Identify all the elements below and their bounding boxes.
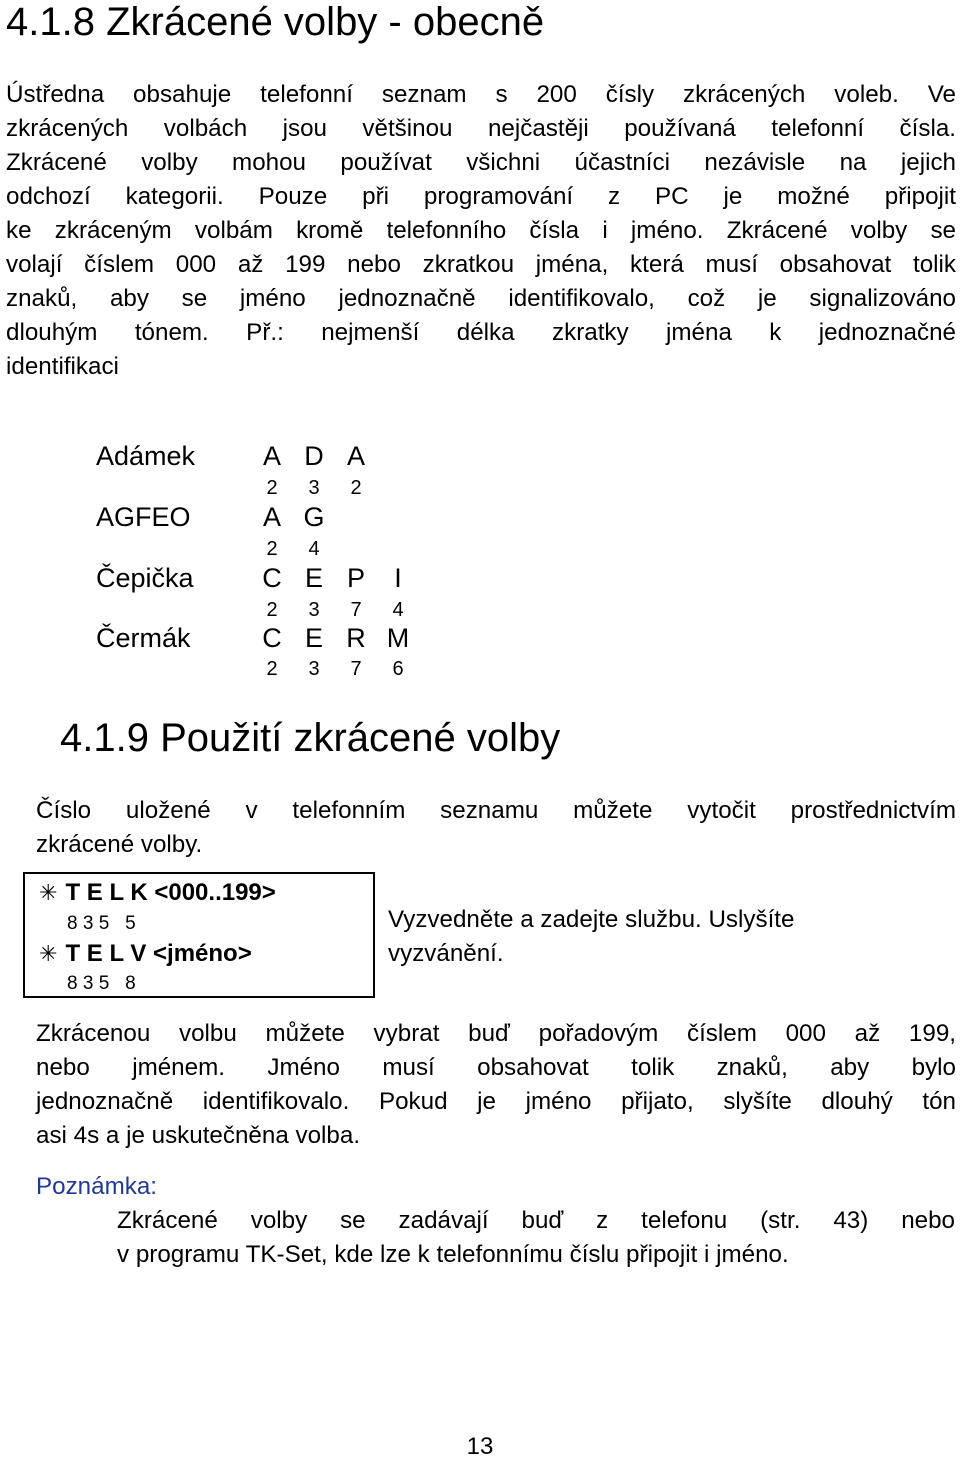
digit: 2 [266, 477, 278, 499]
intro-paragraph [6, 78, 956, 384]
example-name: Adámek [96, 441, 196, 471]
instruction-line: Vyzvedněte a zadejte službu. Uslyšíte [388, 906, 795, 933]
example-name: Čermák [96, 623, 191, 653]
key-sequence-line [39, 939, 252, 969]
digit: 7 [350, 658, 362, 680]
example-digits [252, 657, 452, 681]
example-letters [252, 440, 452, 472]
paragraph-line: znaků, aby se jméno jednoznačně identifikovalo, což je signalizováno [6, 285, 956, 312]
example-name: AGFEO [96, 502, 191, 532]
letter: M [386, 623, 410, 653]
usage-intro-paragraph [36, 794, 956, 862]
key-sequence-line [39, 878, 276, 908]
letter: D [304, 441, 324, 471]
paragraph-line: Zkrácené volby mohou používat všichni účastníci nezávisle na jejich [6, 149, 956, 176]
key-sequence-code: T E L K <000..199> [65, 879, 276, 906]
digit: 2 [350, 477, 362, 499]
paragraph-line: ke zkráceným volbám kromě telefonního čísla i jméno. Zkrácené volby se [6, 217, 956, 244]
digit: 3 [308, 477, 320, 499]
section-heading-4-1-9: 4.1.9 Použití zkrácené volby [60, 716, 561, 760]
example-digits [252, 537, 452, 561]
digit: 6 [392, 658, 404, 680]
digit: 3 [308, 599, 320, 621]
key-digits: 8 3 5 8 [67, 973, 136, 994]
letter: C [262, 563, 282, 593]
key-digits: 8 3 5 5 [67, 913, 136, 934]
paragraph-line: Zkrácenou volbu můžete vybrat buď pořadovým číslem 000 až 199, [36, 1020, 956, 1047]
paragraph-line: jednoznačně identifikovalo. Pokud je jméno přijato, slyšíte dlouhý tón [36, 1088, 956, 1115]
letter: I [394, 563, 402, 593]
paragraph-line: Zkrácené volby se zadávají buď z telefonu (str. 43) nebo [117, 1207, 955, 1234]
paragraph-line: asi 4s a je uskutečněna volba. [36, 1122, 361, 1149]
digit: 2 [266, 658, 278, 680]
note-heading: Poznámka: [36, 1173, 157, 1200]
digit: 7 [350, 599, 362, 621]
paragraph-line: identifikaci [6, 353, 119, 380]
letter: R [346, 623, 366, 653]
paragraph-line: odchozí kategorii. Pouze při programování z PC je možné připojit [6, 183, 956, 210]
letter: E [304, 563, 323, 593]
paragraph-line: Ústředna obsahuje telefonní seznam s 200 čísly zkrácených voleb. Ve [6, 81, 956, 108]
note-paragraph [117, 1204, 955, 1272]
usage-body-paragraph [36, 1017, 956, 1153]
paragraph-line: zkrácené volby. [36, 831, 203, 858]
paragraph-line: nebo jménem. Jméno musí obsahovat tolik znaků, aby bylo [36, 1054, 956, 1081]
letter: A [262, 502, 281, 532]
paragraph-line: v programu TK-Set, kde lze k telefonnímu číslu připojit i jméno. [117, 1241, 789, 1268]
key-sequence-code: T E L V <jméno> [65, 940, 252, 967]
instruction-text [388, 903, 888, 971]
key-sequence-box [23, 872, 375, 998]
section-heading-4-1-8: 4.1.8 Zkrácené volby - obecně [6, 0, 545, 44]
digit: 2 [266, 599, 278, 621]
paragraph-line: volají číslem 000 až 199 nebo zkratkou jména, která musí obsahovat tolik [6, 251, 956, 278]
digit: 3 [308, 658, 320, 680]
paragraph-line: Číslo uložené v telefonním seznamu můžete vytočit prostřednictvím [36, 797, 956, 824]
letter: P [346, 563, 365, 593]
letter: A [346, 441, 365, 471]
asterisk-key-icon: ✳ [39, 880, 58, 905]
letter: G [303, 502, 325, 532]
letter: A [262, 441, 281, 471]
letter: E [304, 623, 323, 653]
example-digits [252, 598, 452, 622]
example-letters [252, 622, 452, 654]
digit: 4 [392, 599, 404, 621]
example-name: Čepička [96, 563, 194, 593]
example-letters [252, 501, 452, 533]
letter: C [262, 623, 282, 653]
digit: 4 [308, 538, 320, 560]
asterisk-key-icon: ✳ [39, 941, 58, 966]
example-digits [252, 476, 452, 500]
digit: 2 [266, 538, 278, 560]
paragraph-line: dlouhým tónem. Př.: nejmenší délka zkratky jména k jednoznačné [6, 319, 956, 346]
page-number: 13 [466, 1433, 494, 1460]
paragraph-line: zkrácených volbách jsou většinou nejčastěji používaná telefonní čísla. [6, 115, 956, 142]
example-letters [252, 562, 452, 594]
instruction-line: vyzvánění. [388, 940, 504, 967]
